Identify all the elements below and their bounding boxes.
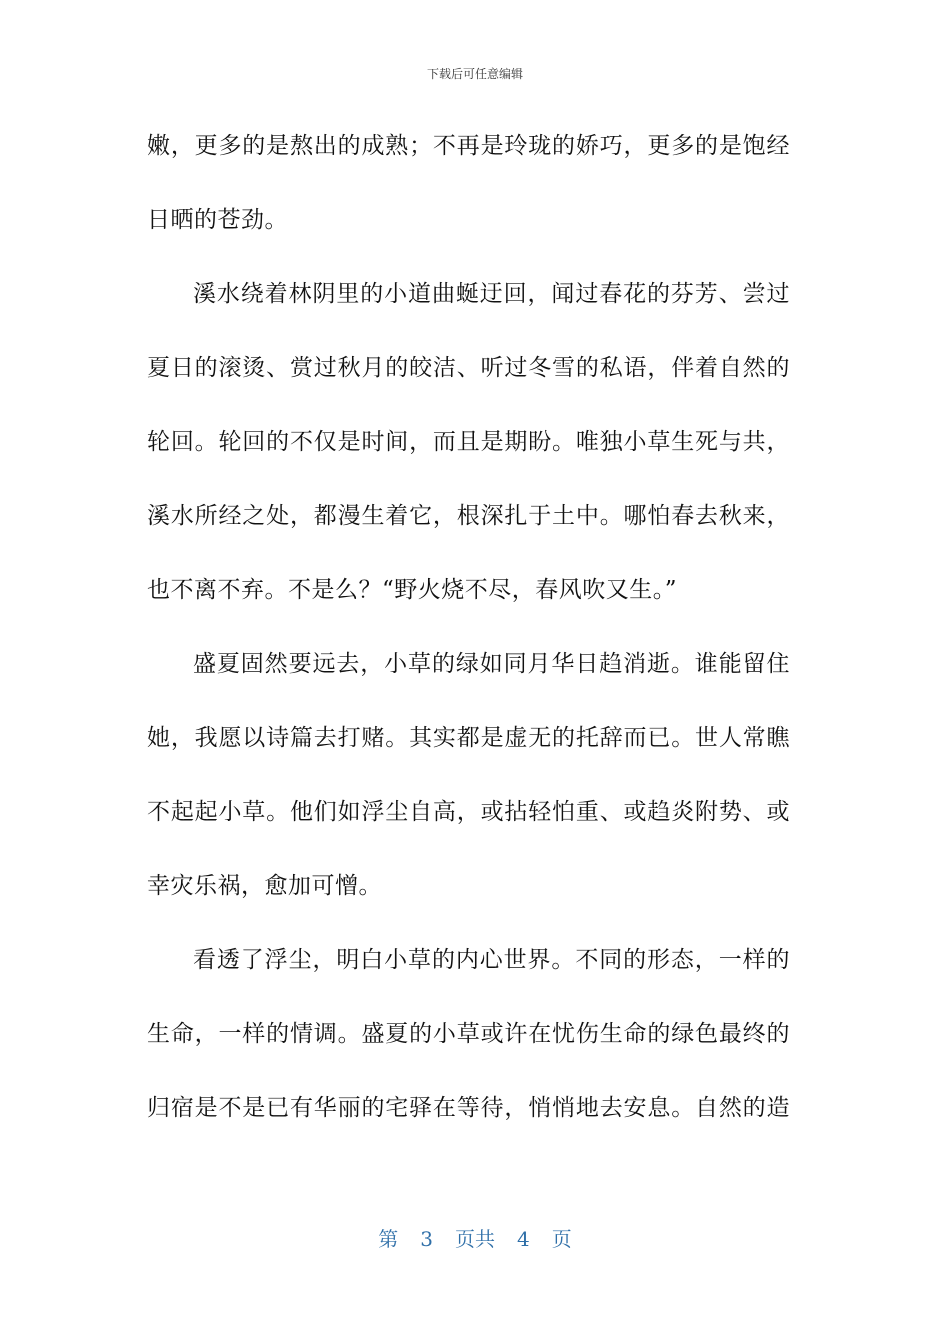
footer-label-ye-gong: 页共: [455, 1227, 495, 1251]
text-line: 生命，一样的情调。盛夏的小草或许在忧伤生命的绿色最终的: [147, 1021, 790, 1047]
text-line: 溪水所经之处，都漫生着它，根深扎于土中。哪怕春去秋来，: [147, 503, 790, 529]
text-line: 夏日的滚烫、赏过秋月的皎洁、听过冬雪的私语，伴着自然的: [147, 355, 790, 381]
page-header: 下载后可任意编辑: [426, 67, 523, 81]
page-footer: [0, 1226, 950, 1252]
text-line: 幸灾乐祸，愈加可憎。: [147, 873, 382, 899]
footer-total-pages: 4: [517, 1227, 530, 1251]
body-text: [147, 120, 790, 1156]
footer-label-ye: 页: [551, 1227, 572, 1251]
text-line: 溪水绕着林阴里的小道曲蜒迂回，闻过春花的芬芳、尝过: [193, 281, 790, 307]
text-line: 她，我愿以诗篇去打赌。其实都是虚无的托辞而已。世人常瞧: [147, 725, 790, 751]
text-line: 也不离不弃。不是么？“野火烧不尽，春风吹又生。”: [147, 577, 678, 603]
text-line: 嫩，更多的是熬出的成熟；不再是玲珑的娇巧，更多的是饱经: [147, 133, 790, 159]
text-line: 看透了浮尘，明白小草的内心世界。不同的形态，一样的: [193, 947, 790, 973]
text-line: 不起起小草。他们如浮尘自高，或拈轻怕重、或趋炎附势、或: [147, 799, 790, 825]
footer-current-page: 3: [420, 1227, 433, 1251]
text-line: 轮回。轮回的不仅是时间，而且是期盼。唯独小草生死与共，: [147, 429, 790, 455]
text-line: 日晒的苍劲。: [147, 207, 288, 233]
text-line: 盛夏固然要远去，小草的绿如同月华日趋消逝。谁能留住: [193, 651, 790, 677]
text-line: 归宿是不是已有华丽的宅驿在等待，悄悄地去安息。自然的造: [147, 1095, 790, 1121]
footer-label-di: 第: [378, 1227, 399, 1251]
